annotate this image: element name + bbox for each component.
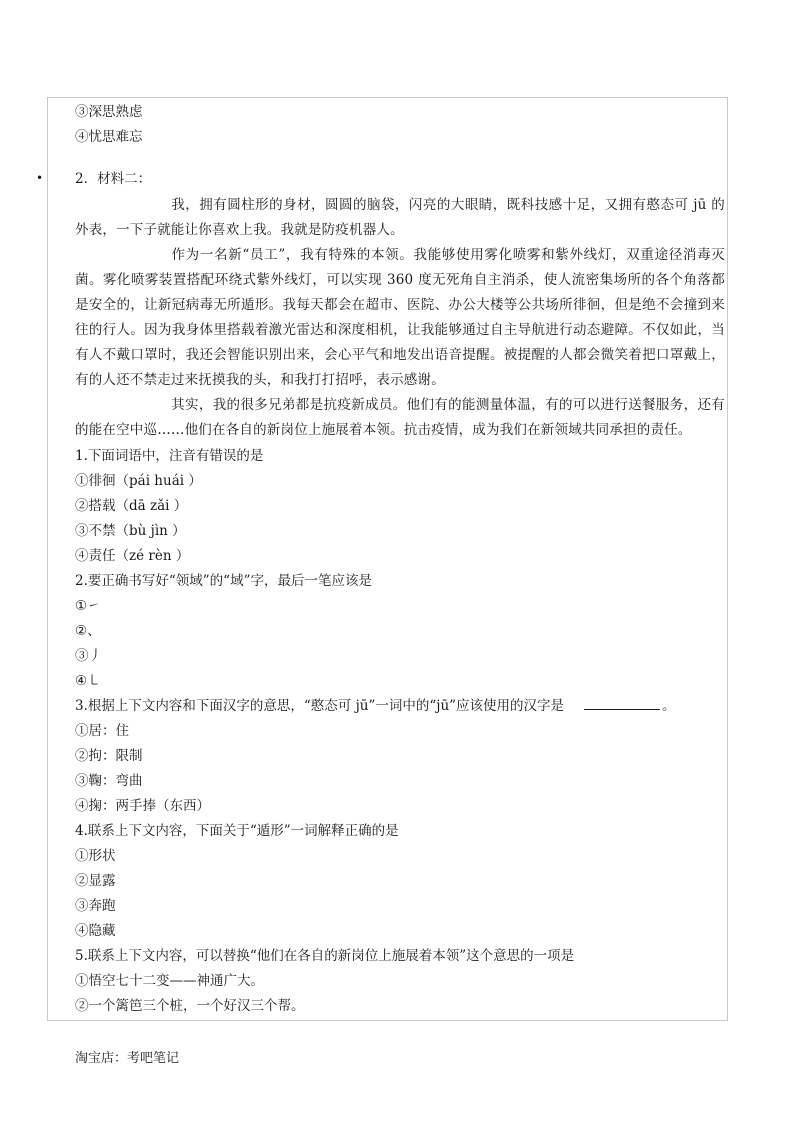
material-paragraph: 其实，我的很多兄弟都是抗疫新成员。他们有的能测量体温，有的可以进行送餐服务，还有的能在空中巡……他们在各自的新岗位上施展着本领。抗击疫情，成为我们在新领域共同承担的责任。 xyxy=(75,397,725,438)
question-stem: 1.下面词语中，注音有错误的是 xyxy=(75,448,264,464)
question-option: ③不禁（bù jìn ） xyxy=(75,523,186,539)
option-line: ③深思熟虑 xyxy=(75,104,143,120)
question-stem: 3.根据上下文内容和下面汉字的意思，“憨态可 jū”一词中的“jū”应该使用的汉字是 。 xyxy=(75,698,676,714)
question-option: ④㇄ xyxy=(75,673,101,689)
answer-blank[interactable] xyxy=(584,697,660,710)
question-option: ③奔跑 xyxy=(75,898,116,914)
question-option: ③丿 xyxy=(75,648,102,664)
question-option: ②搭载（dā zǎi ） xyxy=(75,498,188,514)
question-option: ②一个篱笆三个桩，一个好汉三个帮。 xyxy=(75,998,305,1014)
material-paragraph: 我，拥有圆柱形的身材，圆圆的脑袋，闪亮的大眼睛，既科技感十足，又拥有憨态可 jū 的外表，一下子就能让你喜欢上我。我就是防疫机器人。 xyxy=(75,197,725,238)
material-paragraph: 作为一名新“员工”，我有特殊的本领。我能够使用雾化喷雾和紫外线灯，双重途径消毒灭菌。雾化喷雾装置搭配环绕式紫外线灯，可以实现 360 度无死角自主消杀，使人流密集场所的各个角落都是安全的，让新冠病毒无所遁形。我每天都会在超市、医院、办公大楼等公共场所徘徊，但是绝不会撞到来往的行人。因为我身体里搭载着激光雷达和深度相机，让我能够通过自主导航进行动态避障。不仅如此，当有人不戴口罩时，我还会智能识别出来，会心平气和地发出语音提醒。被提醒的人都会微笑着把口罩戴上，有的人还不禁走过来抚摸我的头，和我打打招呼，表示感谢。 xyxy=(75,247,725,388)
footer-shop-name: 淘宝店：考吧笔记 xyxy=(75,1051,180,1066)
bullet-icon: • xyxy=(36,171,44,185)
question-option: ①徘徊（pái huái ） xyxy=(75,473,202,489)
question-option: ③鞠：弯曲 xyxy=(75,773,143,789)
question-stem: 2.要正确书写好“领域”的“域”字，最后一笔应该是 xyxy=(75,573,372,589)
question-option: ④责任（zé rèn ） xyxy=(75,548,190,564)
question-option: ②、 xyxy=(75,623,101,639)
option-line: ④忧思难忘 xyxy=(75,129,143,145)
question-option: ④隐藏 xyxy=(75,923,116,939)
material-heading: 2．材料二： xyxy=(75,171,152,187)
question-stem: 4.联系上下文内容，下面关于“遁形”一词解释正确的是 xyxy=(75,823,399,839)
question-option: ①居：住 xyxy=(75,723,129,739)
question-stem: 5.联系上下文内容，可以替换“他们在各自的新岗位上施展着本领”这个意思的一项是 xyxy=(75,948,575,964)
question-option: ②拘：限制 xyxy=(75,748,143,764)
question-option: ④掬：两手捧（东西） xyxy=(75,798,210,814)
question-option: ①悟空七十二变——神通广大。 xyxy=(75,973,264,989)
question-option: ②显露 xyxy=(75,873,116,889)
question-option: ①形状 xyxy=(75,848,116,864)
question-option: ①㇀ xyxy=(75,598,101,614)
